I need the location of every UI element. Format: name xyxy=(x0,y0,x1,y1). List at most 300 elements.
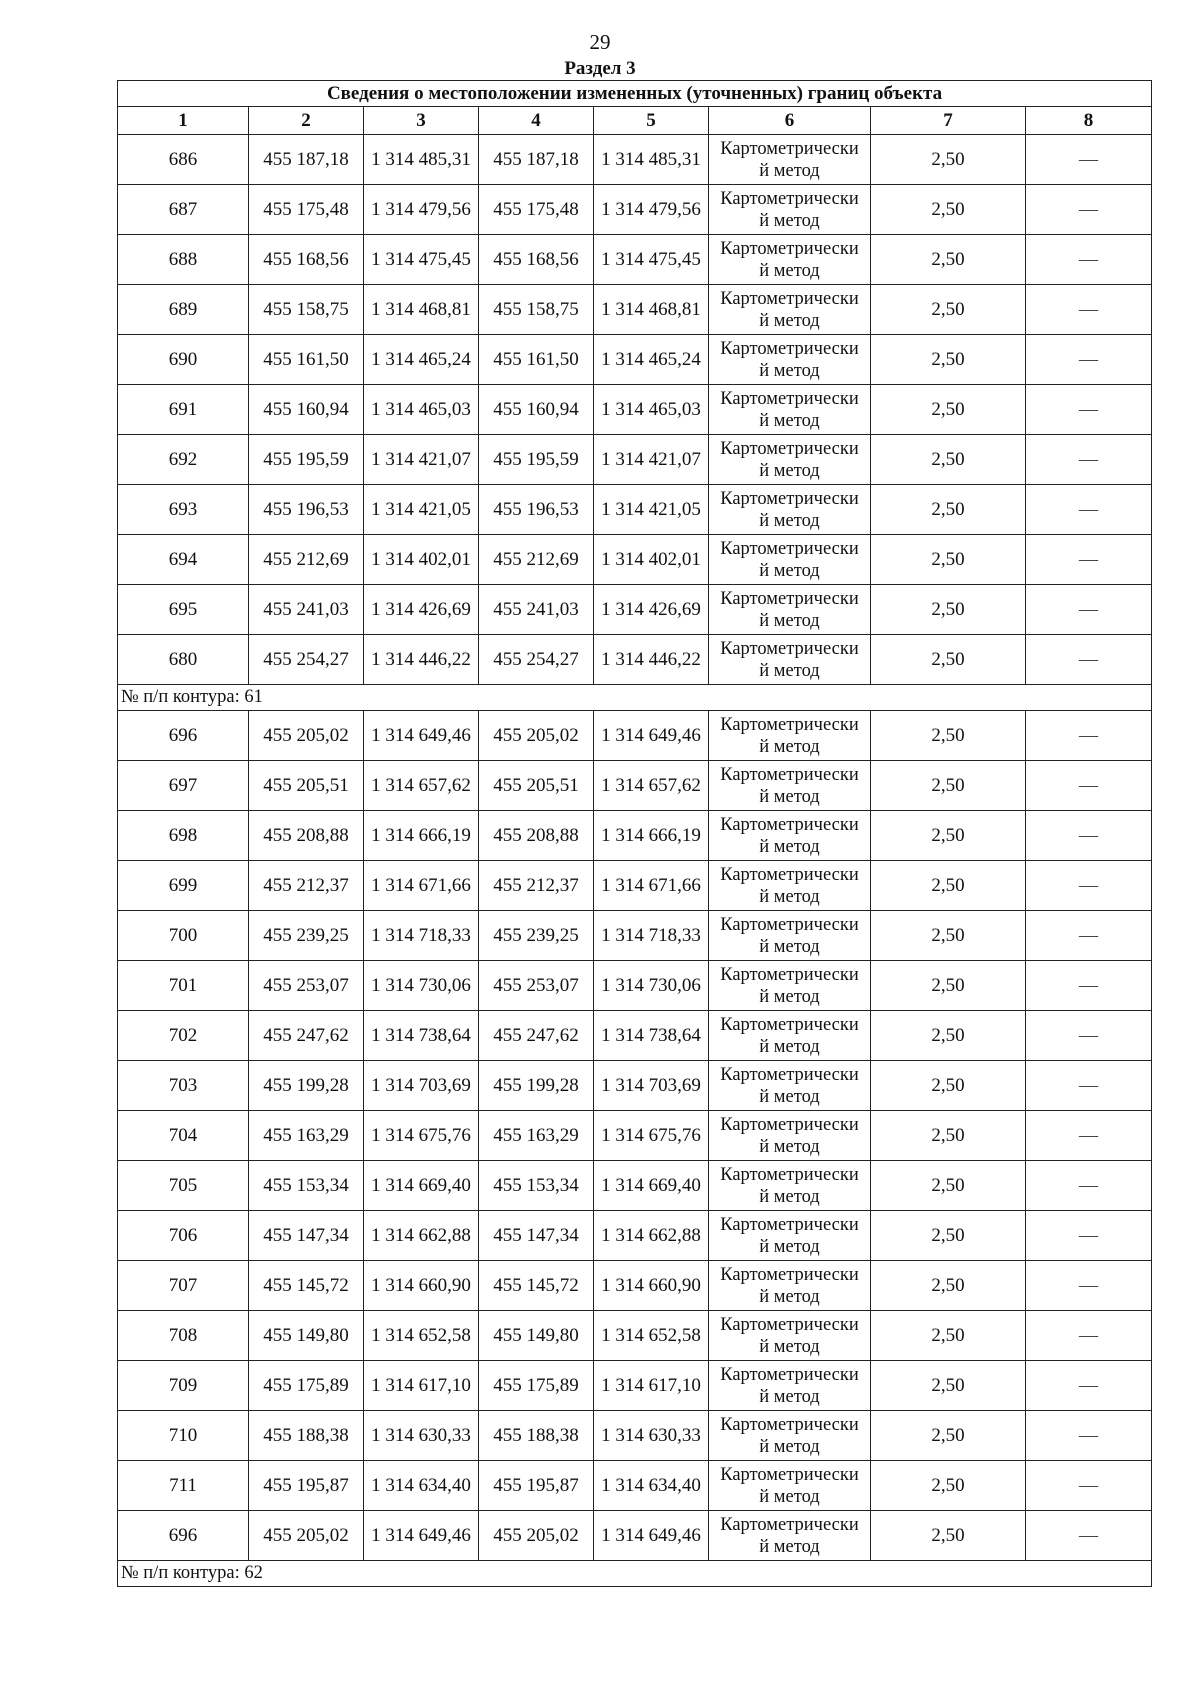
table-row xyxy=(118,1161,1152,1211)
method-cell xyxy=(709,1061,871,1111)
point-number: 705 xyxy=(118,1161,249,1211)
dash: — xyxy=(1026,1111,1152,1161)
column-number: 2 xyxy=(249,107,364,135)
method-line-1: Картометрически xyxy=(720,814,859,835)
method-cell xyxy=(709,385,871,435)
method-line-1: Картометрически xyxy=(720,864,859,885)
table-row xyxy=(118,1311,1152,1361)
method-line-2: й метод xyxy=(759,1286,820,1307)
method-cell xyxy=(709,711,871,761)
contour-row xyxy=(118,1561,1152,1587)
old-y: 1 314 479,56 xyxy=(364,185,479,235)
method-line-1: Картометрически xyxy=(720,638,859,659)
new-x: 455 205,02 xyxy=(479,1511,594,1561)
table-row xyxy=(118,1011,1152,1061)
new-x: 455 253,07 xyxy=(479,961,594,1011)
method-cell xyxy=(709,761,871,811)
method-line-2: й метод xyxy=(759,160,820,181)
dash: — xyxy=(1026,185,1152,235)
method-cell xyxy=(709,1311,871,1361)
new-x: 455 247,62 xyxy=(479,1011,594,1061)
new-y: 1 314 738,64 xyxy=(594,1011,709,1061)
method-line-2: й метод xyxy=(759,1436,820,1457)
accuracy: 2,50 xyxy=(871,1461,1026,1511)
old-y: 1 314 660,90 xyxy=(364,1261,479,1311)
method-cell xyxy=(709,535,871,585)
new-x: 455 175,48 xyxy=(479,185,594,235)
table-row xyxy=(118,911,1152,961)
new-y: 1 314 657,62 xyxy=(594,761,709,811)
accuracy: 2,50 xyxy=(871,1111,1026,1161)
point-number: 708 xyxy=(118,1311,249,1361)
page-number: 29 xyxy=(589,30,611,54)
table-row xyxy=(118,385,1152,435)
accuracy: 2,50 xyxy=(871,585,1026,635)
dash: — xyxy=(1026,435,1152,485)
new-x: 455 241,03 xyxy=(479,585,594,635)
dash: — xyxy=(1026,585,1152,635)
point-number: 689 xyxy=(118,285,249,335)
new-y: 1 314 730,06 xyxy=(594,961,709,1011)
method-line-1: Картометрически xyxy=(720,488,859,509)
table-row xyxy=(118,635,1152,685)
column-number-row xyxy=(118,107,1152,135)
new-y: 1 314 649,46 xyxy=(594,711,709,761)
contour-row xyxy=(118,685,1152,711)
method-line-2: й метод xyxy=(759,1136,820,1157)
accuracy: 2,50 xyxy=(871,1261,1026,1311)
accuracy: 2,50 xyxy=(871,761,1026,811)
point-number: 686 xyxy=(118,135,249,185)
column-number: 5 xyxy=(594,107,709,135)
new-y: 1 314 485,31 xyxy=(594,135,709,185)
method-line-1: Картометрически xyxy=(720,1014,859,1035)
method-line-1: Картометрически xyxy=(720,388,859,409)
table-row xyxy=(118,1261,1152,1311)
old-y: 1 314 475,45 xyxy=(364,235,479,285)
method-cell xyxy=(709,861,871,911)
method-cell xyxy=(709,911,871,961)
table-row xyxy=(118,811,1152,861)
new-y: 1 314 671,66 xyxy=(594,861,709,911)
old-x: 455 205,51 xyxy=(249,761,364,811)
old-y: 1 314 446,22 xyxy=(364,635,479,685)
dash: — xyxy=(1026,1511,1152,1561)
point-number: 690 xyxy=(118,335,249,385)
accuracy: 2,50 xyxy=(871,385,1026,435)
accuracy: 2,50 xyxy=(871,1411,1026,1461)
old-x: 455 161,50 xyxy=(249,335,364,385)
table-caption-row xyxy=(118,81,1152,107)
dash: — xyxy=(1026,911,1152,961)
table-row xyxy=(118,1511,1152,1561)
table-row xyxy=(118,135,1152,185)
method-cell xyxy=(709,435,871,485)
method-line-2: й метод xyxy=(759,260,820,281)
old-y: 1 314 662,88 xyxy=(364,1211,479,1261)
point-number: 691 xyxy=(118,385,249,435)
method-cell xyxy=(709,185,871,235)
dash: — xyxy=(1026,635,1152,685)
method-line-2: й метод xyxy=(759,736,820,757)
old-y: 1 314 718,33 xyxy=(364,911,479,961)
old-y: 1 314 630,33 xyxy=(364,1411,479,1461)
accuracy: 2,50 xyxy=(871,535,1026,585)
old-x: 455 163,29 xyxy=(249,1111,364,1161)
new-y: 1 314 426,69 xyxy=(594,585,709,635)
point-number: 680 xyxy=(118,635,249,685)
old-y: 1 314 421,05 xyxy=(364,485,479,535)
method-cell xyxy=(709,1261,871,1311)
method-line-2: й метод xyxy=(759,410,820,431)
method-cell xyxy=(709,635,871,685)
table-row xyxy=(118,711,1152,761)
old-x: 455 188,38 xyxy=(249,1411,364,1461)
table-row xyxy=(118,1361,1152,1411)
new-x: 455 196,53 xyxy=(479,485,594,535)
table-row xyxy=(118,1411,1152,1461)
accuracy: 2,50 xyxy=(871,335,1026,385)
method-line-2: й метод xyxy=(759,1086,820,1107)
accuracy: 2,50 xyxy=(871,185,1026,235)
old-y: 1 314 738,64 xyxy=(364,1011,479,1061)
accuracy: 2,50 xyxy=(871,711,1026,761)
new-y: 1 314 662,88 xyxy=(594,1211,709,1261)
accuracy: 2,50 xyxy=(871,911,1026,961)
method-line-1: Картометрически xyxy=(720,1464,859,1485)
point-number: 704 xyxy=(118,1111,249,1161)
table-row xyxy=(118,961,1152,1011)
point-number: 693 xyxy=(118,485,249,535)
old-x: 455 196,53 xyxy=(249,485,364,535)
old-y: 1 314 652,58 xyxy=(364,1311,479,1361)
new-y: 1 314 446,22 xyxy=(594,635,709,685)
table-row xyxy=(118,1461,1152,1511)
old-x: 455 205,02 xyxy=(249,711,364,761)
new-x: 455 149,80 xyxy=(479,1311,594,1361)
dash: — xyxy=(1026,1161,1152,1211)
accuracy: 2,50 xyxy=(871,961,1026,1011)
method-cell xyxy=(709,1011,871,1061)
new-y: 1 314 468,81 xyxy=(594,285,709,335)
method-line-1: Картометрически xyxy=(720,1114,859,1135)
old-y: 1 314 426,69 xyxy=(364,585,479,635)
method-line-2: й метод xyxy=(759,836,820,857)
method-line-2: й метод xyxy=(759,660,820,681)
table-row xyxy=(118,761,1152,811)
method-cell xyxy=(709,961,871,1011)
old-y: 1 314 730,06 xyxy=(364,961,479,1011)
dash: — xyxy=(1026,1011,1152,1061)
accuracy: 2,50 xyxy=(871,1511,1026,1561)
new-x: 455 145,72 xyxy=(479,1261,594,1311)
method-line-2: й метод xyxy=(759,460,820,481)
new-x: 455 160,94 xyxy=(479,385,594,435)
method-line-2: й метод xyxy=(759,936,820,957)
new-x: 455 168,56 xyxy=(479,235,594,285)
new-y: 1 314 652,58 xyxy=(594,1311,709,1361)
point-number: 696 xyxy=(118,711,249,761)
dash: — xyxy=(1026,235,1152,285)
new-x: 455 188,38 xyxy=(479,1411,594,1461)
new-y: 1 314 479,56 xyxy=(594,185,709,235)
method-line-2: й метод xyxy=(759,1386,820,1407)
table-row xyxy=(118,235,1152,285)
method-cell xyxy=(709,235,871,285)
dash: — xyxy=(1026,761,1152,811)
new-x: 455 254,27 xyxy=(479,635,594,685)
old-x: 455 205,02 xyxy=(249,1511,364,1561)
new-x: 455 212,37 xyxy=(479,861,594,911)
method-line-2: й метод xyxy=(759,786,820,807)
accuracy: 2,50 xyxy=(871,1161,1026,1211)
method-line-2: й метод xyxy=(759,1536,820,1557)
accuracy: 2,50 xyxy=(871,1061,1026,1111)
old-y: 1 314 617,10 xyxy=(364,1361,479,1411)
new-x: 455 212,69 xyxy=(479,535,594,585)
new-y: 1 314 421,07 xyxy=(594,435,709,485)
accuracy: 2,50 xyxy=(871,635,1026,685)
accuracy: 2,50 xyxy=(871,1311,1026,1361)
old-y: 1 314 402,01 xyxy=(364,535,479,585)
table-caption: Сведения о местоположении измененных (уточненных) границ объекта xyxy=(118,81,1152,107)
old-y: 1 314 634,40 xyxy=(364,1461,479,1511)
method-line-1: Картометрически xyxy=(720,238,859,259)
dash: — xyxy=(1026,1461,1152,1511)
accuracy: 2,50 xyxy=(871,135,1026,185)
table-row xyxy=(118,485,1152,535)
old-y: 1 314 465,24 xyxy=(364,335,479,385)
old-x: 455 145,72 xyxy=(249,1261,364,1311)
point-number: 687 xyxy=(118,185,249,235)
accuracy: 2,50 xyxy=(871,1211,1026,1261)
point-number: 701 xyxy=(118,961,249,1011)
method-line-1: Картометрически xyxy=(720,714,859,735)
method-cell xyxy=(709,485,871,535)
method-line-1: Картометрически xyxy=(720,338,859,359)
point-number: 711 xyxy=(118,1461,249,1511)
old-y: 1 314 666,19 xyxy=(364,811,479,861)
old-x: 455 175,89 xyxy=(249,1361,364,1411)
new-y: 1 314 718,33 xyxy=(594,911,709,961)
new-x: 455 147,34 xyxy=(479,1211,594,1261)
column-number: 7 xyxy=(871,107,1026,135)
point-number: 706 xyxy=(118,1211,249,1261)
dash: — xyxy=(1026,135,1152,185)
method-cell xyxy=(709,1511,871,1561)
method-line-2: й метод xyxy=(759,610,820,631)
table-row xyxy=(118,1211,1152,1261)
dash: — xyxy=(1026,961,1152,1011)
method-line-1: Картометрически xyxy=(720,1264,859,1285)
new-y: 1 314 402,01 xyxy=(594,535,709,585)
new-y: 1 314 465,03 xyxy=(594,385,709,435)
contour-label: № п/п контура: 62 xyxy=(118,1561,1152,1587)
old-x: 455 158,75 xyxy=(249,285,364,335)
old-y: 1 314 485,31 xyxy=(364,135,479,185)
method-line-1: Картометрически xyxy=(720,1314,859,1335)
point-number: 688 xyxy=(118,235,249,285)
point-number: 710 xyxy=(118,1411,249,1461)
old-x: 455 199,28 xyxy=(249,1061,364,1111)
new-x: 455 205,02 xyxy=(479,711,594,761)
coordinates-table xyxy=(117,80,1152,1587)
method-line-2: й метод xyxy=(759,1486,820,1507)
new-y: 1 314 666,19 xyxy=(594,811,709,861)
dash: — xyxy=(1026,1411,1152,1461)
old-y: 1 314 465,03 xyxy=(364,385,479,435)
dash: — xyxy=(1026,1061,1152,1111)
old-x: 455 212,69 xyxy=(249,535,364,585)
new-x: 455 158,75 xyxy=(479,285,594,335)
old-y: 1 314 657,62 xyxy=(364,761,479,811)
dash: — xyxy=(1026,811,1152,861)
method-line-1: Картометрически xyxy=(720,764,859,785)
method-cell xyxy=(709,1411,871,1461)
point-number: 695 xyxy=(118,585,249,635)
old-y: 1 314 669,40 xyxy=(364,1161,479,1211)
column-number: 6 xyxy=(709,107,871,135)
new-x: 455 161,50 xyxy=(479,335,594,385)
table-row xyxy=(118,185,1152,235)
method-line-2: й метод xyxy=(759,986,820,1007)
method-line-1: Картометрически xyxy=(720,438,859,459)
method-line-1: Картометрически xyxy=(720,1514,859,1535)
old-x: 455 160,94 xyxy=(249,385,364,435)
method-line-2: й метод xyxy=(759,1236,820,1257)
old-x: 455 195,59 xyxy=(249,435,364,485)
method-line-1: Картометрически xyxy=(720,1064,859,1085)
accuracy: 2,50 xyxy=(871,861,1026,911)
accuracy: 2,50 xyxy=(871,285,1026,335)
column-number: 1 xyxy=(118,107,249,135)
dash: — xyxy=(1026,335,1152,385)
old-y: 1 314 675,76 xyxy=(364,1111,479,1161)
method-line-2: й метод xyxy=(759,1036,820,1057)
dash: — xyxy=(1026,1361,1152,1411)
old-y: 1 314 468,81 xyxy=(364,285,479,335)
old-x: 455 212,37 xyxy=(249,861,364,911)
new-y: 1 314 703,69 xyxy=(594,1061,709,1111)
dash: — xyxy=(1026,485,1152,535)
old-x: 455 254,27 xyxy=(249,635,364,685)
method-line-2: й метод xyxy=(759,510,820,531)
accuracy: 2,50 xyxy=(871,485,1026,535)
dash: — xyxy=(1026,1261,1152,1311)
method-line-2: й метод xyxy=(759,886,820,907)
old-y: 1 314 703,69 xyxy=(364,1061,479,1111)
accuracy: 2,50 xyxy=(871,811,1026,861)
dash: — xyxy=(1026,711,1152,761)
old-x: 455 253,07 xyxy=(249,961,364,1011)
new-x: 455 208,88 xyxy=(479,811,594,861)
method-cell xyxy=(709,585,871,635)
point-number: 709 xyxy=(118,1361,249,1411)
new-y: 1 314 475,45 xyxy=(594,235,709,285)
table-row xyxy=(118,435,1152,485)
old-x: 455 175,48 xyxy=(249,185,364,235)
method-line-1: Картометрически xyxy=(720,1214,859,1235)
old-x: 455 241,03 xyxy=(249,585,364,635)
new-x: 455 195,59 xyxy=(479,435,594,485)
new-y: 1 314 634,40 xyxy=(594,1461,709,1511)
point-number: 700 xyxy=(118,911,249,961)
dash: — xyxy=(1026,1311,1152,1361)
point-number: 696 xyxy=(118,1511,249,1561)
method-cell xyxy=(709,1161,871,1211)
point-number: 702 xyxy=(118,1011,249,1061)
accuracy: 2,50 xyxy=(871,1361,1026,1411)
new-x: 455 195,87 xyxy=(479,1461,594,1511)
column-number: 8 xyxy=(1026,107,1152,135)
method-cell xyxy=(709,285,871,335)
method-cell xyxy=(709,1361,871,1411)
old-x: 455 195,87 xyxy=(249,1461,364,1511)
method-line-1: Картометрически xyxy=(720,1164,859,1185)
method-cell xyxy=(709,135,871,185)
method-line-2: й метод xyxy=(759,210,820,231)
new-x: 455 153,34 xyxy=(479,1161,594,1211)
new-y: 1 314 660,90 xyxy=(594,1261,709,1311)
point-number: 707 xyxy=(118,1261,249,1311)
new-x: 455 239,25 xyxy=(479,911,594,961)
old-x: 455 153,34 xyxy=(249,1161,364,1211)
new-y: 1 314 630,33 xyxy=(594,1411,709,1461)
old-x: 455 239,25 xyxy=(249,911,364,961)
new-y: 1 314 675,76 xyxy=(594,1111,709,1161)
method-line-2: й метод xyxy=(759,1186,820,1207)
table-row xyxy=(118,585,1152,635)
dash: — xyxy=(1026,285,1152,335)
table-row xyxy=(118,1061,1152,1111)
method-cell xyxy=(709,1111,871,1161)
dash: — xyxy=(1026,861,1152,911)
new-x: 455 199,28 xyxy=(479,1061,594,1111)
dash: — xyxy=(1026,1211,1152,1261)
point-number: 692 xyxy=(118,435,249,485)
method-cell xyxy=(709,811,871,861)
method-line-2: й метод xyxy=(759,310,820,331)
old-x: 455 168,56 xyxy=(249,235,364,285)
column-number: 4 xyxy=(479,107,594,135)
method-line-1: Картометрически xyxy=(720,1364,859,1385)
old-x: 455 247,62 xyxy=(249,1011,364,1061)
method-line-1: Картометрически xyxy=(720,538,859,559)
new-x: 455 205,51 xyxy=(479,761,594,811)
method-line-2: й метод xyxy=(759,1336,820,1357)
new-y: 1 314 649,46 xyxy=(594,1511,709,1561)
point-number: 699 xyxy=(118,861,249,911)
old-y: 1 314 649,46 xyxy=(364,711,479,761)
dash: — xyxy=(1026,535,1152,585)
dash: — xyxy=(1026,385,1152,435)
method-line-1: Картометрически xyxy=(720,1414,859,1435)
column-number: 3 xyxy=(364,107,479,135)
new-y: 1 314 617,10 xyxy=(594,1361,709,1411)
table-body xyxy=(118,81,1152,1587)
table-row xyxy=(118,285,1152,335)
old-x: 455 208,88 xyxy=(249,811,364,861)
table-row xyxy=(118,335,1152,385)
point-number: 697 xyxy=(118,761,249,811)
accuracy: 2,50 xyxy=(871,435,1026,485)
contour-label: № п/п контура: 61 xyxy=(118,685,1152,711)
old-y: 1 314 421,07 xyxy=(364,435,479,485)
method-line-1: Картометрически xyxy=(720,914,859,935)
point-number: 694 xyxy=(118,535,249,585)
method-line-2: й метод xyxy=(759,560,820,581)
point-number: 698 xyxy=(118,811,249,861)
